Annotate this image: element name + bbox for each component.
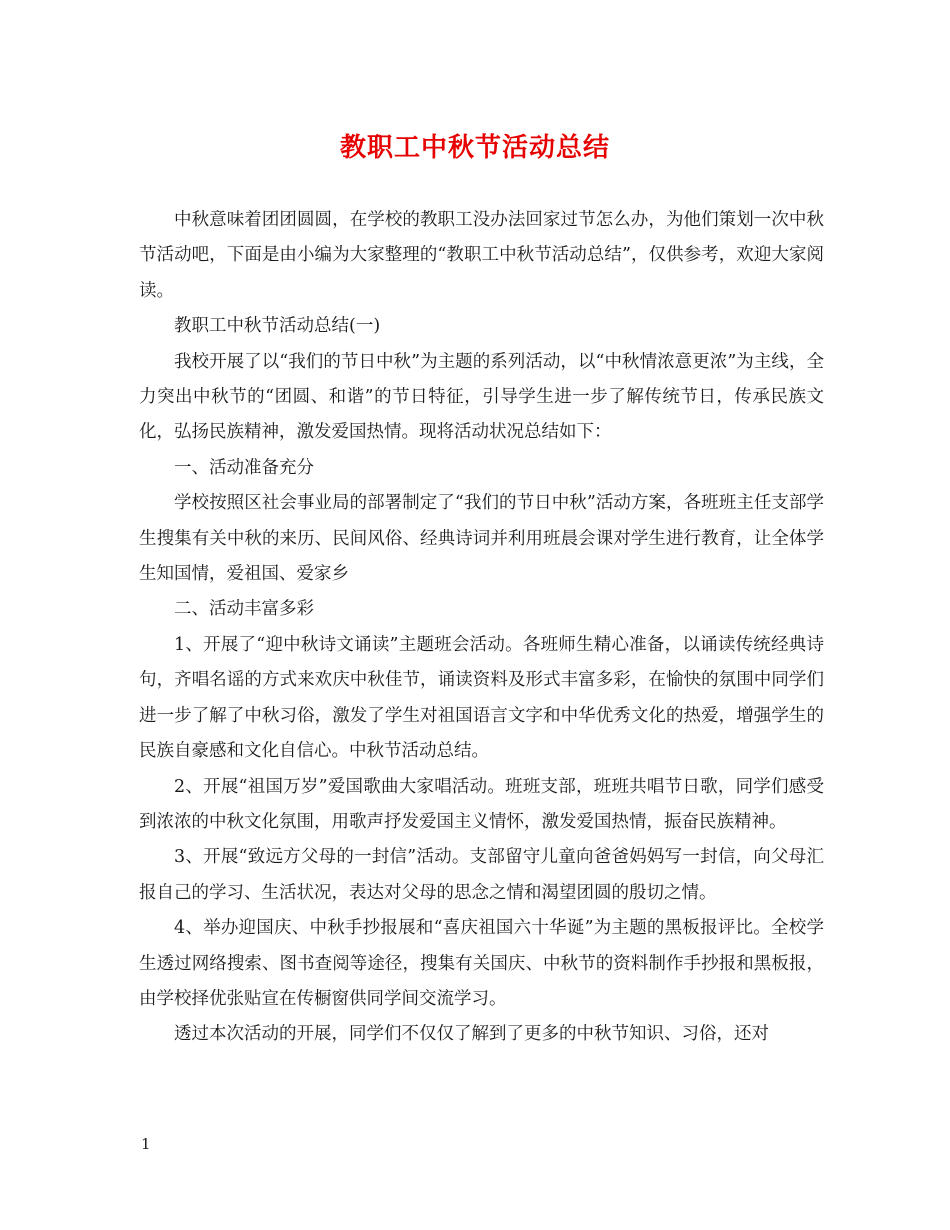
paragraph-activity-3: 3、开展“致远方父母的一封信”活动。支部留守儿童向爸爸妈妈写一封信，向父母汇报自己的学习、生活状况，表达对父母的思念之情和渴望团圆的殷切之情。 [139,847,824,903]
paragraph-activity-1: 1、开展了“迎中秋诗文诵读”主题班会活动。各班师生精心准备，以诵读传统经典诗句，齐唱名谣的方式来欢庆中秋佳节，诵读资料及形式丰富多彩，在愉快的氛围中同学们进一步了解了中秋习俗，激发了学生对祖国语言文字和中华优秀文化的热爱，增强学生的民族自豪感和文化自信心。中秋节活动总结。 [139,634,824,762]
paragraph-activity-4: 4、举办迎国庆、中秋手抄报展和“喜庆祖国六十华诞”为主题的黑板报评比。全校学生透过网络搜索、图书查阅等途径，搜集有关国庆、中秋节的资料制作手抄报和黑板报，由学校择优张贴宣在传橱窗供同学间交流学习。 [139,918,824,1009]
paragraph-intro: 中秋意味着团团圆圆，在学校的教职工没办法回家过节怎么办，为他们策划一次中秋节活动吧，下面是由小编为大家整理的“教职工中秋节活动总结”，仅供参考，欢迎大家阅读。 [139,210,824,301]
paragraph-overview: 我校开展了以“我们的节日中秋”为主题的系列活动，以“中秋情浓意更浓”为主线，全力突出中秋节的“团圆、和谐”的节日特征，引导学生进一步了解传统节日，传承民族文化，弘扬民族精神，激发爱国热情。现将活动状况总结如下： [139,351,824,443]
paragraph-preparation: 学校按照区社会事业局的部署制定了“我们的节日中秋”活动方案，各班班主任支部学生搜集有关中秋的来历、民间风俗、经典诗词并利用班晨会课对学生进行教育，让全体学生知国情，爱祖国、爱家乡 [139,493,824,585]
paragraph-activity-2: 2、开展“祖国万岁”爱国歌曲大家唱活动。班班支部，班班共唱节日歌，同学们感受到浓浓的中秋文化氛围，用歌声抒发爱国主义情怀，激发爱国热情，振奋民族精神。 [139,776,824,832]
document-body [139,203,824,1053]
page-number: 1 [141,1135,151,1153]
document-title: 教职工中秋节活动总结 [339,133,610,163]
section-heading-preparation: 一、活动准备充分 [174,457,314,478]
section-heading-summary-one: 教职工中秋节活动总结(一) [174,316,381,337]
section-heading-activities: 二、活动丰富多彩 [174,599,314,620]
paragraph-conclusion: 透过本次活动的开展，同学们不仅仅了解到了更多的中秋节知识、习俗，还对 [174,1024,769,1045]
